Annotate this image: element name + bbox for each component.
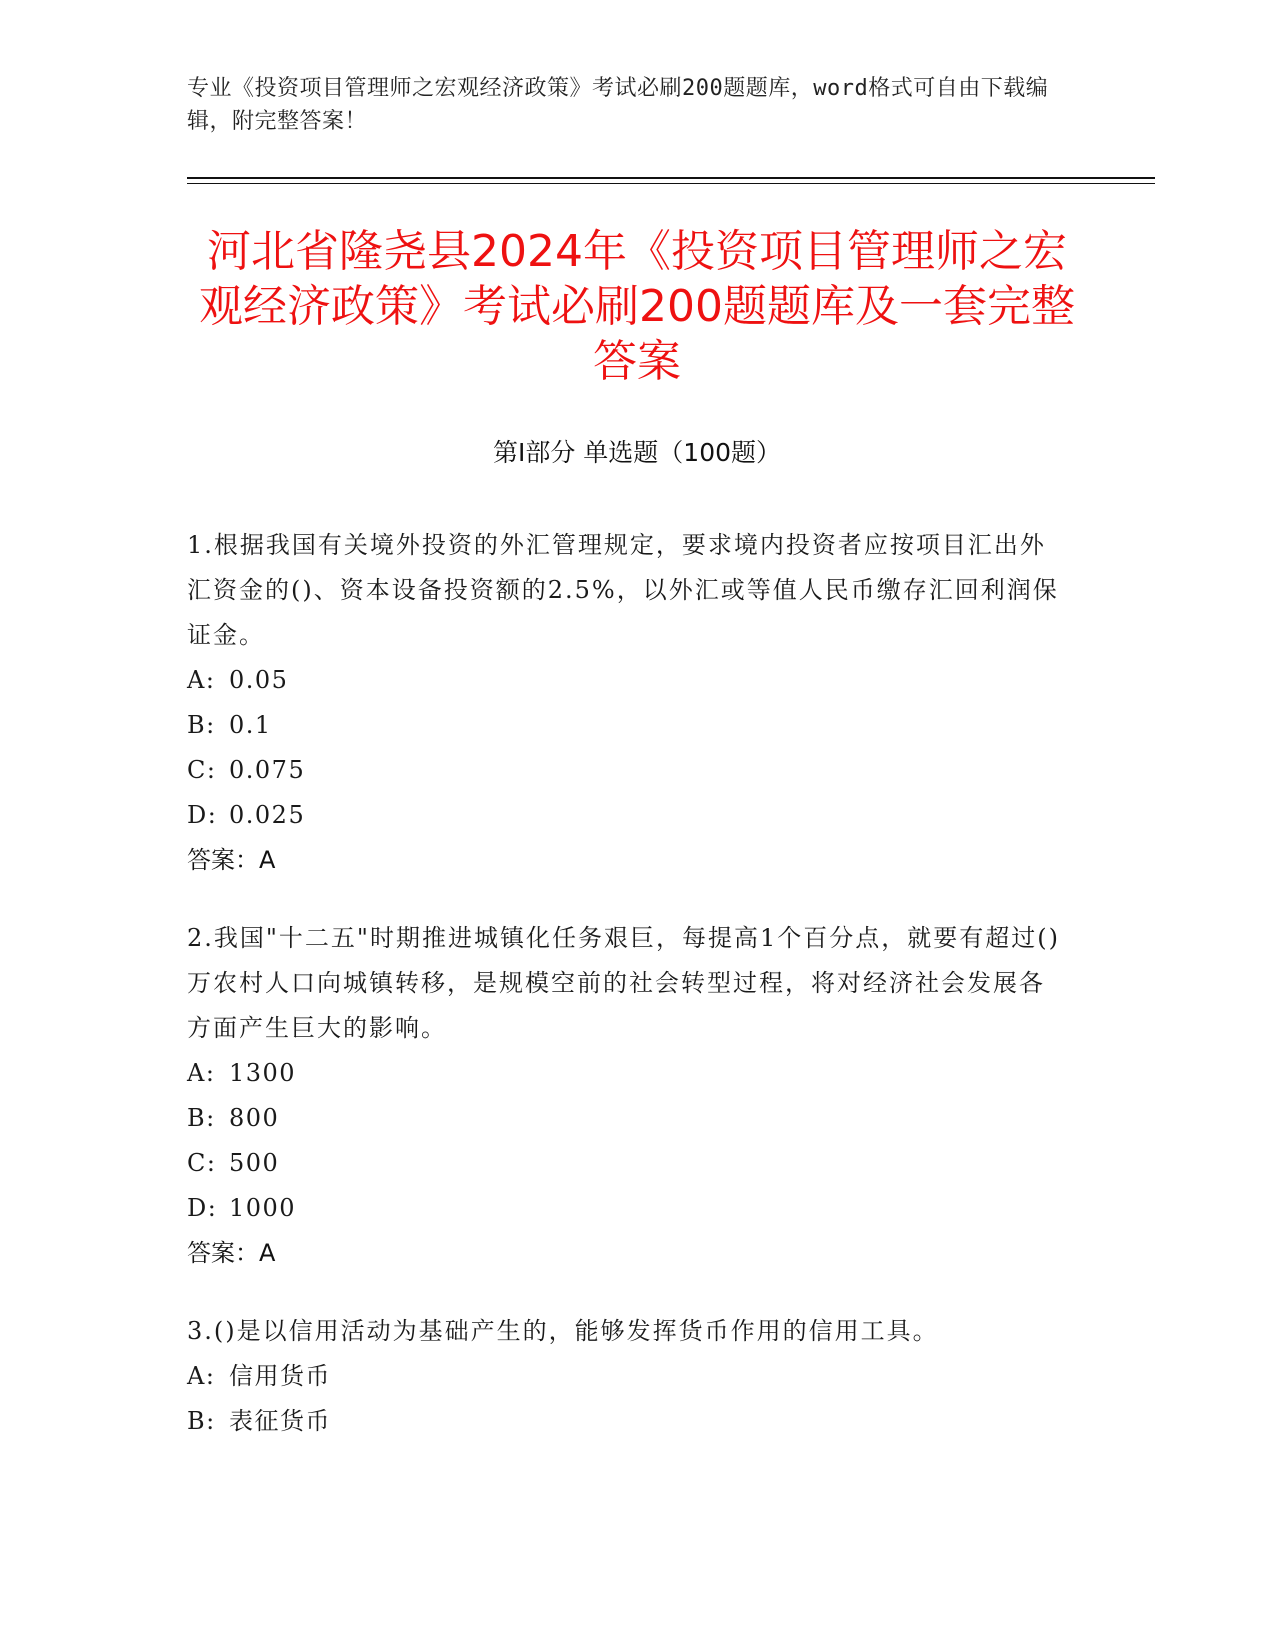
option-d: [187, 793, 1067, 838]
option-c: [187, 748, 1067, 793]
question-stem: 1.根据我国有关境外投资的外汇管理规定，要求境内投资者应按项目汇出外汇资金的()、资本设备投资额的2.5%，以外汇或等值人民币缴存汇回利润保证金。: [187, 531, 1059, 649]
question-stem: 3.()是以信用活动为基础产生的，能够发挥货币作用的信用工具。: [187, 1317, 939, 1345]
answer: 答案：A: [187, 846, 276, 874]
option-label: A:: [187, 1059, 216, 1087]
option-c: [187, 1141, 1067, 1186]
question-1: [187, 523, 1067, 883]
question-stem: 2.我国"十二五"时期推进城镇化任务艰巨，每提高1个百分点，就要有超过()万农村人口向城镇转移，是规模空前的社会转型过程，将对经济社会发展各方面产生巨大的影响。: [187, 924, 1060, 1042]
option-text: 1300: [229, 1059, 297, 1087]
option-a: [187, 1051, 1067, 1096]
question-2: [187, 916, 1067, 1276]
option-text: 1000: [229, 1194, 297, 1222]
option-b: [187, 1096, 1067, 1141]
option-text: 表征货币: [229, 1407, 331, 1435]
option-d: [187, 1186, 1067, 1231]
document-title: 河北省隆尧县2024年《投资项目管理师之宏观经济政策》考试必刷200题题库及一套完整答案: [199, 226, 1075, 387]
answer: 答案：A: [187, 1239, 276, 1267]
option-a: [187, 1354, 1067, 1399]
question-3: [187, 1309, 1067, 1444]
option-label: B:: [187, 711, 216, 739]
option-text: 800: [229, 1104, 280, 1132]
option-text: 信用货币: [229, 1362, 331, 1390]
option-label: C:: [187, 1149, 217, 1177]
option-b: [187, 1399, 1067, 1444]
header-note: 专业《投资项目管理师之宏观经济政策》考试必刷200题题库，word格式可自由下载编辑，附完整答案！: [187, 76, 1049, 134]
header-rule-thick: [187, 177, 1155, 179]
option-b: [187, 703, 1067, 748]
option-label: B:: [187, 1407, 216, 1435]
option-text: 500: [229, 1149, 280, 1177]
option-label: D:: [187, 801, 218, 829]
option-label: D:: [187, 1194, 218, 1222]
option-label: C:: [187, 756, 217, 784]
option-a: [187, 658, 1067, 703]
option-text: 0.05: [229, 666, 289, 694]
header-rule-thin: [187, 183, 1155, 184]
option-text: 0.075: [229, 756, 306, 784]
option-label: B:: [187, 1104, 216, 1132]
section-title: 第Ⅰ部分 单选题（100题）: [492, 438, 782, 467]
question-list: [187, 523, 1067, 1477]
option-text: 0.1: [229, 711, 272, 739]
option-text: 0.025: [229, 801, 306, 829]
option-label: A:: [187, 666, 216, 694]
option-label: A:: [187, 1362, 216, 1390]
